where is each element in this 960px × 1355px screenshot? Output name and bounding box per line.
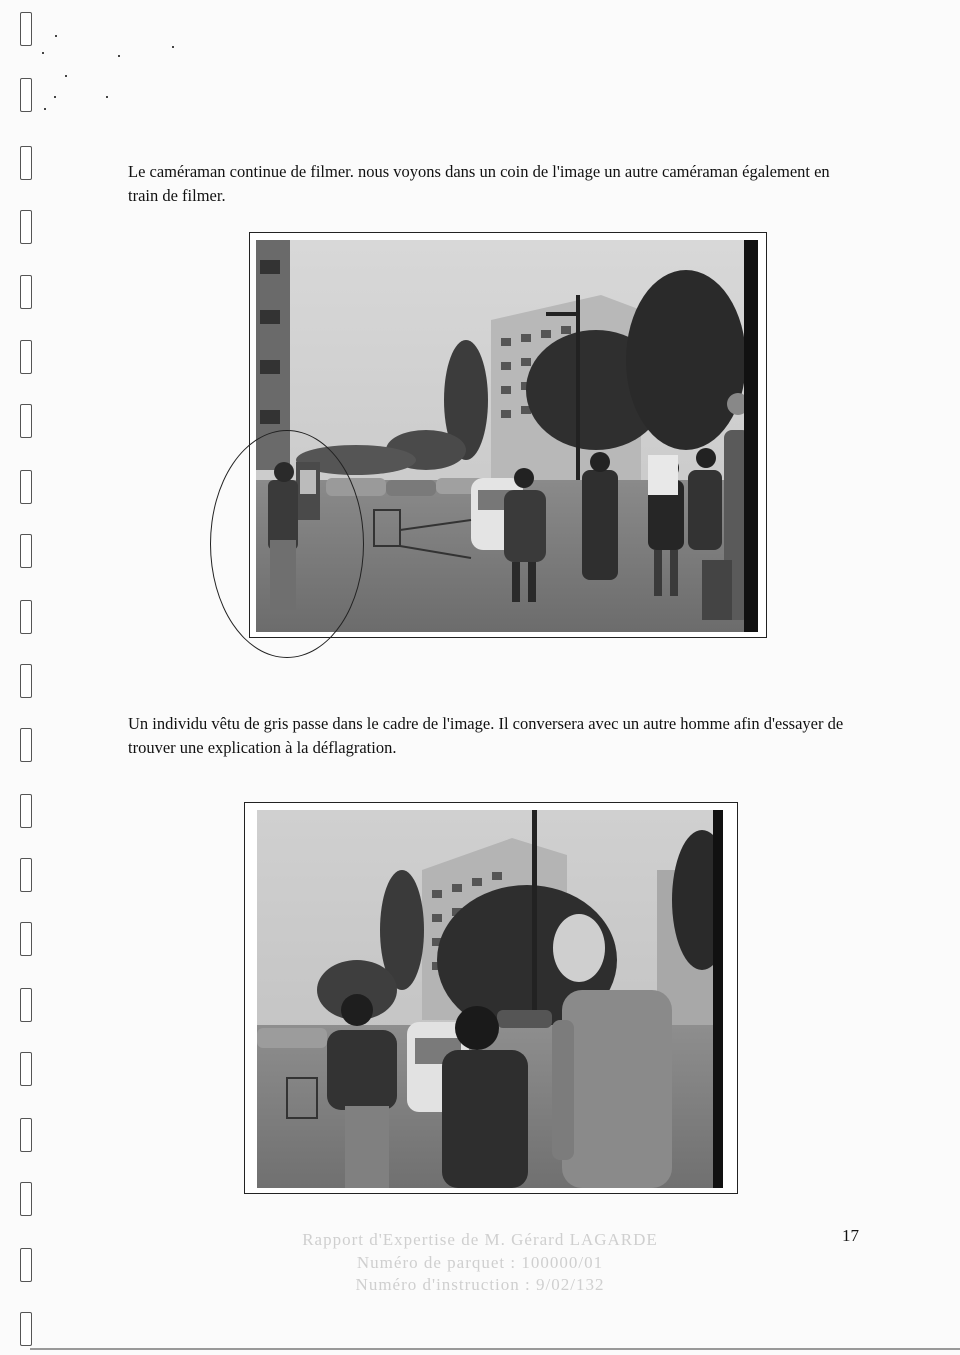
- scan-speck: [42, 52, 44, 54]
- binding-hole: [20, 858, 32, 892]
- binding-hole: [20, 1182, 32, 1216]
- binding-hole: [20, 794, 32, 828]
- binding-hole: [20, 600, 32, 634]
- binding-hole: [20, 78, 32, 112]
- photo-man-in-grey: [257, 810, 723, 1188]
- binding-hole: [20, 275, 32, 309]
- scan-speck: [44, 108, 46, 110]
- binding-hole: [20, 12, 32, 46]
- binding-hole: [20, 146, 32, 180]
- scan-speck: [55, 35, 57, 37]
- binding-hole: [20, 1118, 32, 1152]
- binding-hole: [20, 404, 32, 438]
- binding-hole: [20, 470, 32, 504]
- scan-speck: [118, 55, 120, 57]
- binding-hole: [20, 922, 32, 956]
- highlight-circle: [210, 430, 364, 658]
- binding-holes: [18, 0, 42, 1355]
- binding-hole: [20, 534, 32, 568]
- footer-report-title: Rapport d'Expertise de M. Gérard LAGARDE: [302, 1230, 658, 1249]
- scan-speck: [54, 96, 56, 98]
- binding-hole: [20, 1312, 32, 1346]
- scan-speck: [106, 96, 108, 98]
- scan-speck: [172, 46, 174, 48]
- page-number: 17: [842, 1226, 859, 1245]
- binding-hole: [20, 210, 32, 244]
- binding-hole: [20, 340, 32, 374]
- page-bottom-edge: [30, 1348, 960, 1350]
- binding-hole: [20, 988, 32, 1022]
- paragraph-first: Le caméraman continue de filmer. nous voyons dans un coin de l'image un autre caméraman également en train de filmer.: [128, 162, 830, 205]
- footer-parquet-number: Numéro de parquet : 100000/01: [356, 1253, 604, 1272]
- binding-hole: [20, 1248, 32, 1282]
- binding-hole: [20, 1052, 32, 1086]
- binding-hole: [20, 664, 32, 698]
- paragraph-second: Un individu vêtu de gris passe dans le cadre de l'image. Il conversera avec un autre homme afin d'essayer de trouver une explication à la déflagration.: [128, 714, 844, 757]
- binding-hole: [20, 728, 32, 762]
- footer-instruction-number: Numéro d'instruction : 9/02/132: [355, 1275, 605, 1294]
- scan-speck: [65, 75, 67, 77]
